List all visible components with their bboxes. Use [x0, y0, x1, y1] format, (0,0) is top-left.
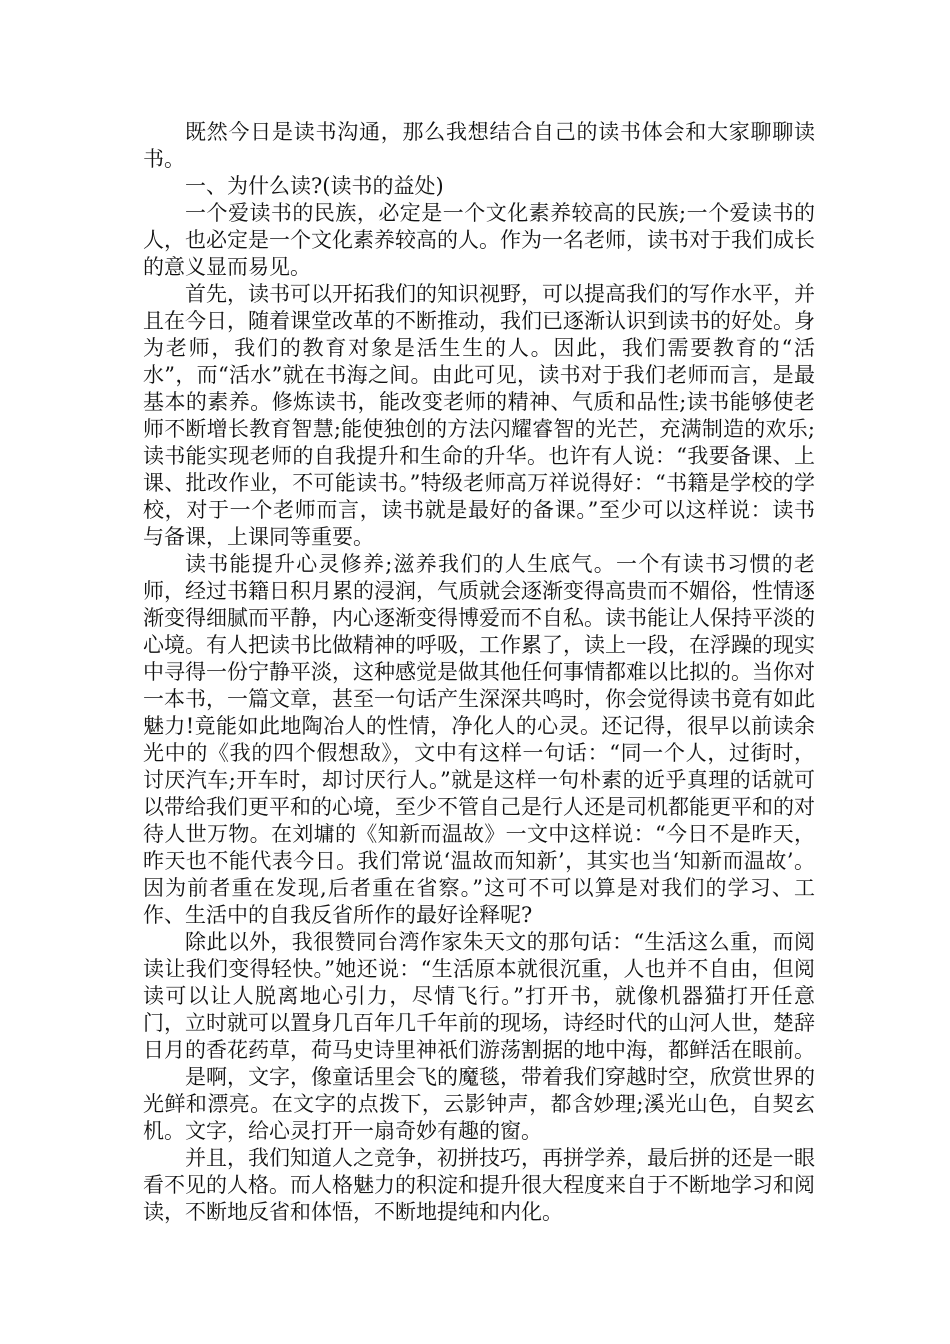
paragraph-reading-nation: 一个爱读书的民族，必定是一个文化素养较高的民族;一个爱读书的人，也必定是一个文化素养较高的人。作为一名老师，读书对于我们成长的意义显而易见。	[143, 201, 815, 279]
document-body	[143, 119, 815, 1226]
section-heading: 一、为什么读?(读书的益处)	[185, 174, 444, 198]
paragraph-character: 并且，我们知道人之竞争，初拼技巧，再拼学养，最后拼的还是一眼看不见的人格。而人格魅力的积淀和提升很大程度来自于不断地学习和阅读，不断地反省和体悟，不断地提纯和内化。	[143, 1146, 815, 1224]
paragraph-besides: 除此以外，我很赞同台湾作家朱天文的那句话：“生活这么重，而阅读让我们变得轻快。”她还说：“生活原本就很沉重，人也并不自由，但阅读可以让人脱离地心引力，尽情飞行。”打开书，就像机器猫打开任意门，立时就可以置身几百年几千年前的现场，诗经时代的山河人世，楚辞日月的香花药草，荷马史诗里神祇们游荡割据的地中海，都鲜活在眼前。	[143, 930, 815, 1062]
paragraph-intro: 既然今日是读书沟通，那么我想结合自己的读书体会和大家聊聊读书。	[143, 120, 815, 171]
paragraph-first: 首先，读书可以开拓我们的知识视野，可以提高我们的写作水平，并且在今日，随着课堂改革的不断推动，我们已逐渐认识到读书的好处。身为老师，我们的教育对象是活生生的人。因此，我们需要教育的“活水”，而“活水”就在书海之间。由此可见，读书对于我们老师而言，是最基本的素养。修炼读书，能改变老师的精神、气质和品性;读书能够使老师不断增长教育智慧;能使独创的方法闪耀睿智的光芒，充满制造的欢乐;读书能实现老师的自我提升和生命的升华。也许有人说：“我要备课、上课、批改作业，不可能读书。”特级老师高万祥说得好：“书籍是学校的学校，对于一个老师而言，读书就是最好的备课。”至少可以这样说：读书与备课，上课同等重要。	[143, 282, 815, 549]
paragraph-spirit: 读书能提升心灵修养;滋养我们的人生底气。一个有读书习惯的老师，经过书籍日积月累的浸润，气质就会逐渐变得高贵而不媚俗，性情逐渐变得细腻而平静，内心逐渐变得博爱而不自私。读书能让人保持平淡的心境。有人把读书比做精神的呼吸，工作累了，读上一段，在浮躁的现实中寻得一份宁静平淡，这种感觉是做其他任何事情都难以比拟的。当你对一本书，一篇文章，甚至一句话产生深深共鸣时，你会觉得读书竟有如此魅力!竟能如此地陶冶人的性情，净化人的心灵。还记得，很早以前读余光中的《我的四个假想敌》，文中有这样一句话：“同一个人，过街时，讨厌汽车;开车时，却讨厌行人。”就是这样一句朴素的近乎真理的话就可以带给我们更平和的心境，至少不管自己是行人还是司机都能更平和的对待人世万物。在刘墉的《知新而温故》一文中这样说：“今日不是昨天，昨天也不能代表今日。我们常说‘温故而知新’，其实也当‘知新而温故’。因为前者重在发现,后者重在省察。”这可不可以算是对我们的学习、工作、生活中的自我反省所作的最好诠释呢?	[143, 552, 815, 927]
paragraph-words: 是啊，文字，像童话里会飞的魔毯，带着我们穿越时空，欣赏世界的光鲜和漂亮。在文字的点拨下，云影钟声，都含妙理;溪光山色，自契玄机。文字，给心灵打开一扇奇妙有趣的窗。	[143, 1065, 815, 1143]
